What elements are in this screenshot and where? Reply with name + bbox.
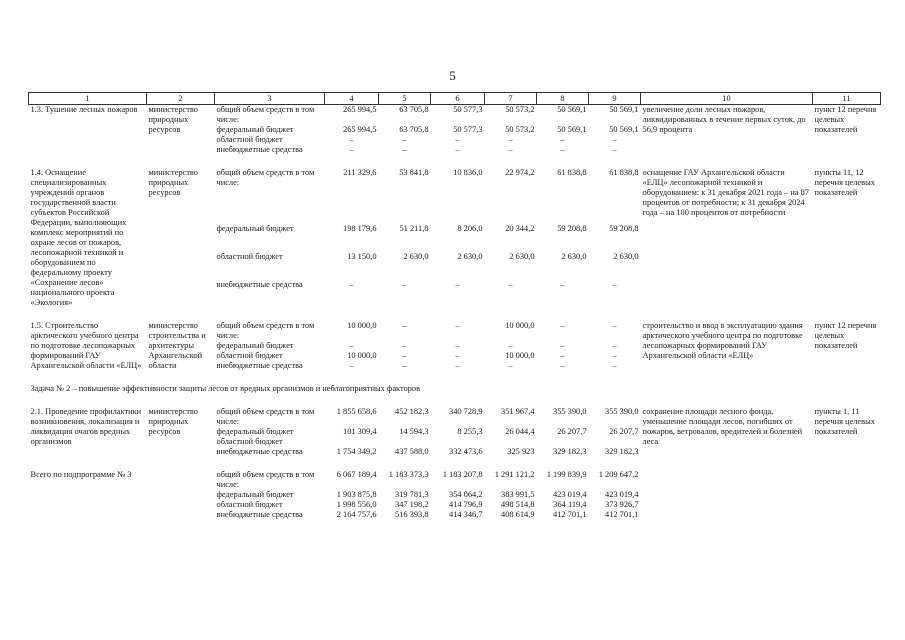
col-num-10: 10 <box>641 93 813 105</box>
funding-source: федеральный бюджет <box>216 125 294 134</box>
amount-cell: 211 329,6 <box>343 168 377 177</box>
funding-source: внебюджетные средства <box>216 361 303 370</box>
amount-cell: – <box>508 341 513 350</box>
executor: министерство природных ресурсов <box>148 407 198 436</box>
amount-cell: 2 630,0 <box>613 252 639 261</box>
funding-source: федеральный бюджет <box>216 341 294 350</box>
col-num-6: 6 <box>431 93 485 105</box>
amount-cell: 319 781,3 <box>395 490 429 499</box>
amount-cell: 53 841,8 <box>399 168 429 177</box>
amount-cell: 10 000,0 <box>505 351 535 360</box>
expected-result: оснащение ГАУ Архангельской области «ЕЛЦ» лесопожарной техникой и оборудованием: к 31 декабря 2021 года – на 87 процентов от потребности; к 31 декабря 2024 года – на 100 процентов от потребности <box>642 168 809 217</box>
target-indicator <box>813 470 881 520</box>
amount-cell: 2 630,0 <box>561 252 587 261</box>
amount-cell: – <box>508 280 513 289</box>
amount-cell: 26 044,4 <box>505 427 535 436</box>
amount-cell: 59 208,8 <box>557 224 587 233</box>
amount-cell: – <box>560 361 565 370</box>
funding-source: внебюджетные средства <box>216 447 303 456</box>
amount-cell: – <box>560 341 565 350</box>
spacer-row <box>29 394 881 407</box>
amount-cell: 1 209 647,2 <box>598 470 639 479</box>
amount-cell: 383 991,5 <box>501 490 535 499</box>
amount-cell: 50 569,1 <box>557 105 587 114</box>
col-num-9: 9 <box>589 93 641 105</box>
amount-cell: 1 903 875,8 <box>336 490 377 499</box>
amount-cell: 452 182,3 <box>395 407 429 416</box>
amount-cell: 364 119,4 <box>553 500 587 509</box>
target-indicator: пункт 12 перечня целевых показателей <box>814 321 877 350</box>
amount-cell: 63 705,8 <box>399 125 429 134</box>
amount-cell: – <box>402 280 407 289</box>
amount-cell: – <box>508 145 513 154</box>
amount-cell: 1 291 121,2 <box>494 470 535 479</box>
amount-cell: 14 594,3 <box>399 427 429 436</box>
amount-cell: 1 998 556,0 <box>336 500 377 509</box>
amount-cell: 50 577,3 <box>453 125 483 134</box>
amount-cell: 20 344,2 <box>505 224 535 233</box>
amount-cell: – <box>349 280 354 289</box>
amount-cell: – <box>612 351 617 360</box>
amount-cell: – <box>349 145 354 154</box>
amount-cell: 412 701,1 <box>605 510 639 519</box>
col-num-3: 3 <box>215 93 325 105</box>
amount-cell: – <box>402 351 407 360</box>
column-number-row <box>29 93 881 105</box>
amount-cell <box>431 437 485 447</box>
amount-cell: 101 309,4 <box>343 427 377 436</box>
amount-cell: – <box>560 280 565 289</box>
amount-cell: 8 206,0 <box>457 224 483 233</box>
amount-cell: 265 994,5 <box>343 125 377 134</box>
amount-cell: 329 182,3 <box>605 447 639 456</box>
amount-cell <box>589 437 641 447</box>
amount-cell: 1 754 349,2 <box>336 447 377 456</box>
amount-cell: 61 838,8 <box>609 168 639 177</box>
amount-cell: 10 000,0 <box>347 351 377 360</box>
amount-cell: 61 838,8 <box>557 168 587 177</box>
amount-cell: – <box>402 341 407 350</box>
amount-cell: – <box>612 341 617 350</box>
amount-cell: 1 855 658,6 <box>336 407 377 416</box>
amount-cell: 22 974,2 <box>505 168 535 177</box>
amount-cell: 10 000,0 <box>347 321 377 330</box>
amount-cell: – <box>402 361 407 370</box>
amount-cell: 325 923 <box>507 447 535 456</box>
amount-cell: – <box>508 361 513 370</box>
measure-name: 1.5. Строительство арктического учебного центра по подготовке лесопожарных формирований ГАУ Архангельской области «ЕЛЦ» <box>30 321 142 370</box>
amount-cell: – <box>455 321 460 330</box>
amount-cell: 329 182,3 <box>553 447 587 456</box>
spacer-row <box>29 155 881 168</box>
amount-cell: – <box>612 361 617 370</box>
expected-result: увеличение доли лесных пожаров, ликвидированных в течение первых суток, до 56,9 процента <box>642 105 806 134</box>
executor: министерство природных ресурсов <box>148 105 198 134</box>
spacer-row <box>29 457 881 470</box>
measure-name: 1.3. Тушение лесных пожаров <box>30 105 138 114</box>
amount-cell: – <box>455 351 460 360</box>
table-row <box>29 168 881 224</box>
amount-cell: 63 705,8 <box>399 105 429 114</box>
amount-cell: 2 630,0 <box>457 252 483 261</box>
measure-name: 2.1. Проведение профилактики возникновения, локализация и ликвидация очагов вредных организмов <box>30 407 142 446</box>
amount-cell: 198 179,6 <box>343 224 377 233</box>
col-num-1: 1 <box>29 93 147 105</box>
amount-cell: 355 390,0 <box>553 407 587 416</box>
table-row <box>29 470 881 490</box>
funding-source: внебюджетные средства <box>216 145 303 154</box>
amount-cell: – <box>560 135 565 144</box>
col-num-5: 5 <box>379 93 431 105</box>
amount-cell: – <box>455 145 460 154</box>
funding-source: общий объем средств в том числе: <box>216 321 315 340</box>
amount-cell: 8 255,3 <box>457 427 483 436</box>
target-indicator: пункт 12 перечня целевых показателей <box>814 105 877 134</box>
amount-cell: – <box>455 280 460 289</box>
amount-cell: – <box>402 145 407 154</box>
amount-cell: – <box>612 280 617 289</box>
amount-cell: 2 630,0 <box>509 252 535 261</box>
funding-source: общий объем средств в том числе: <box>216 407 315 426</box>
col-num-4: 4 <box>325 93 379 105</box>
funding-source: федеральный бюджет <box>216 490 294 499</box>
page-number: 5 <box>449 68 456 83</box>
expected-result: сохранение площади лесного фонда, уменьшение площади лесов, погибших от пожаров, ветровалов, вредителей и болезней леса <box>642 407 803 446</box>
expected-result <box>641 470 813 520</box>
amount-cell: 340 728,9 <box>449 407 483 416</box>
amount-cell: 10 000,0 <box>505 321 535 330</box>
col-num-11: 11 <box>813 93 881 105</box>
amount-cell: 26 207,7 <box>557 427 587 436</box>
amount-cell: 355 390,0 <box>605 407 639 416</box>
amount-cell: 13 150,0 <box>347 252 377 261</box>
amount-cell: 354 064,2 <box>449 490 483 499</box>
budget-table <box>28 92 881 520</box>
amount-cell: 50 569,1 <box>557 125 587 134</box>
table-row <box>29 105 881 126</box>
table-row <box>29 407 881 427</box>
executor: министерство строительства и архитектуры Архангельской области <box>148 321 206 370</box>
amount-cell: 50 569,1 <box>609 125 639 134</box>
amount-cell: 516 393,8 <box>395 510 429 519</box>
funding-source: общий объем средств в том числе: <box>216 105 315 124</box>
expected-result: строительство и ввод в эксплуатацию здания арктического учебного центра по подготовке лесопожарных формирований ГАУ Архангельской области «ЕЛЦ» <box>642 321 803 360</box>
amount-cell: 50 573,2 <box>505 105 535 114</box>
amount-cell: – <box>612 145 617 154</box>
amount-cell: 2 630,0 <box>403 252 429 261</box>
amount-cell: – <box>612 321 617 330</box>
amount-cell: 50 569,1 <box>609 105 639 114</box>
amount-cell: 2 164 757,6 <box>336 510 377 519</box>
measure-name: Всего по подпрограмме № 3 <box>30 470 132 479</box>
amount-cell: 10 836,0 <box>453 168 483 177</box>
amount-cell: – <box>349 361 354 370</box>
amount-cell: 1 183 207,8 <box>442 470 483 479</box>
funding-source: областной бюджет <box>216 135 283 144</box>
amount-cell: 437 588,0 <box>395 447 429 456</box>
table-header <box>29 93 881 105</box>
col-num-2: 2 <box>147 93 215 105</box>
measure-name: 1.4. Оснащение специализированных учреждений органов государственной власти субъектов Российской Федерации, выполняющих комплекс мероприятий по охране лесов от пожаров, лесопожарной техникой и оборудованием по федеральному проекту «Сохранение лесов» национального проекта «Экология» <box>30 168 127 307</box>
funding-source: внебюджетные средства <box>216 510 303 519</box>
amount-cell: – <box>455 341 460 350</box>
amount-cell: – <box>560 145 565 154</box>
funding-source: общий объем средств в том числе: <box>216 470 315 489</box>
amount-cell: 498 514,8 <box>501 500 535 509</box>
amount-cell <box>379 437 431 447</box>
spacer-row <box>29 371 881 384</box>
task-title: Задача № 2 – повышение эффективности защиты лесов от вредных организмов и неблагоприятных факторов <box>30 384 421 393</box>
funding-source: федеральный бюджет <box>216 224 294 233</box>
amount-cell: 50 573,2 <box>505 125 535 134</box>
amount-cell: 50 577,3 <box>453 105 483 114</box>
funding-source: областной бюджет <box>216 437 283 446</box>
amount-cell: – <box>402 321 407 330</box>
funding-source: областной бюджет <box>216 500 283 509</box>
amount-cell: – <box>560 321 565 330</box>
amount-cell: – <box>455 361 460 370</box>
amount-cell: – <box>560 351 565 360</box>
amount-cell <box>537 437 589 447</box>
amount-cell: 1 199 839,9 <box>546 470 587 479</box>
task-row <box>29 384 881 394</box>
amount-cell <box>485 437 537 447</box>
spacer-row <box>29 308 881 321</box>
target-indicator: пункты 11, 12 перечня целевых показателей <box>814 168 875 197</box>
amount-cell: 412 701,1 <box>553 510 587 519</box>
executor <box>147 470 215 520</box>
target-indicator: пункты 1, 11 перечня целевых показателей <box>814 407 875 436</box>
amount-cell: 51 211,8 <box>399 224 429 233</box>
amount-cell: 423 019,4 <box>553 490 587 499</box>
amount-cell: 351 967,4 <box>501 407 535 416</box>
funding-source: областной бюджет <box>216 351 283 360</box>
amount-cell: 332 473,6 <box>449 447 483 456</box>
amount-cell: 414 796,9 <box>449 500 483 509</box>
amount-cell: 347 198,2 <box>395 500 429 509</box>
table-body <box>29 105 881 521</box>
amount-cell: 59 208,8 <box>609 224 639 233</box>
table-row <box>29 321 881 341</box>
col-num-8: 8 <box>537 93 589 105</box>
executor: министерство природных ресурсов <box>148 168 198 197</box>
amount-cell: – <box>455 135 460 144</box>
amount-cell: 408 614,9 <box>501 510 535 519</box>
col-num-7: 7 <box>485 93 537 105</box>
amount-cell: 1 183 373,3 <box>388 470 429 479</box>
amount-cell: 423 019,4 <box>605 490 639 499</box>
amount-cell: – <box>349 341 354 350</box>
amount-cell: – <box>349 135 354 144</box>
amount-cell <box>325 437 379 447</box>
funding-source: внебюджетные средства <box>216 280 303 289</box>
funding-source: общий объем средств в том числе: <box>216 168 315 187</box>
amount-cell: – <box>508 135 513 144</box>
amount-cell: 414 346,7 <box>449 510 483 519</box>
amount-cell: – <box>612 135 617 144</box>
amount-cell: 373 926,7 <box>605 500 639 509</box>
amount-cell: – <box>402 135 407 144</box>
funding-source: федеральный бюджет <box>216 427 294 436</box>
amount-cell: 26 207,7 <box>609 427 639 436</box>
funding-source: областной бюджет <box>216 252 283 261</box>
amount-cell: 265 994,5 <box>343 105 377 114</box>
amount-cell: 6 067 189,4 <box>336 470 377 479</box>
